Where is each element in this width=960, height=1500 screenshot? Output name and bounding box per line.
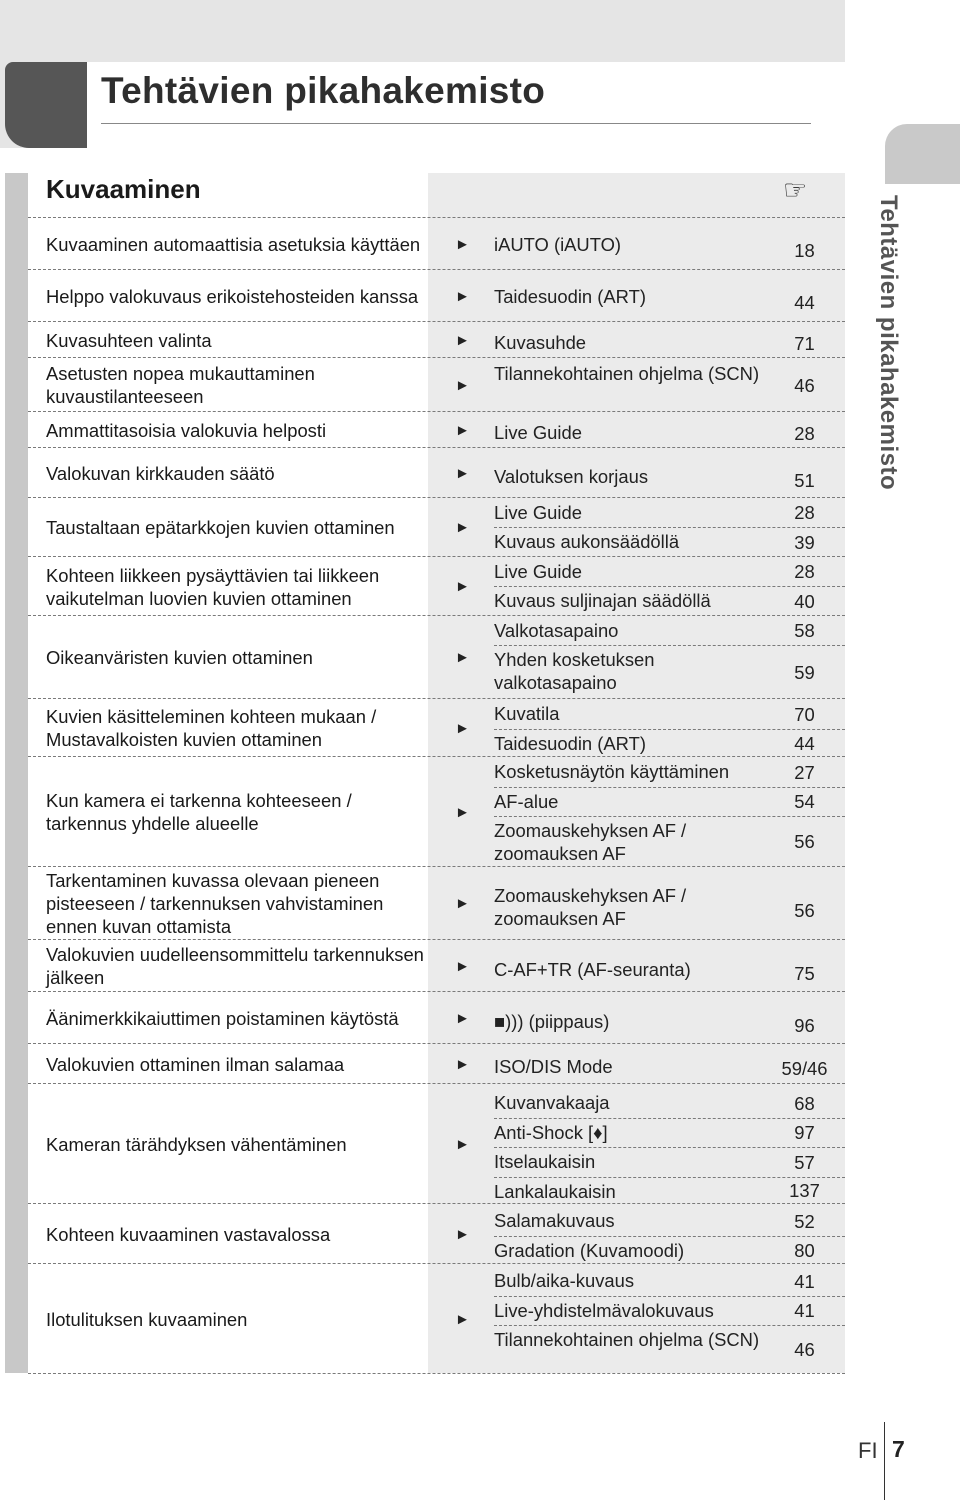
section-left-bar [5, 173, 28, 1373]
reference-entry: Live Guide [494, 422, 582, 443]
task-label: Oikeanväristen kuvien ottaminen [46, 647, 313, 668]
page-number: 18 [794, 239, 815, 261]
page-number: 56 [794, 831, 815, 852]
reference-entry: AF-alue [494, 791, 559, 812]
arrow-right-icon: ► [455, 578, 470, 595]
side-tab-label: Tehtävien pikahakemisto [875, 195, 902, 491]
page-number: 59 [794, 661, 815, 683]
page-number: 41 [794, 1300, 815, 1321]
footer-language: FI [858, 1438, 878, 1463]
task-label: Valokuvien ottaminen ilman salamaa [46, 1053, 345, 1075]
task-label: Ammattitasoisia valokuvia helposti [46, 419, 327, 441]
page-number: 41 [794, 1270, 815, 1292]
reference-entry: Live Guide [494, 502, 582, 523]
page-number: 46 [794, 375, 815, 396]
page-number: 40 [794, 590, 815, 612]
reference-entry: Tilannekohtainen ohjelma (SCN) [494, 363, 760, 384]
task-label: Kun kamera ei tarkenna kohteeseen / tarkennus yhdelle alueelle [46, 790, 352, 834]
task-index-table [28, 173, 845, 1373]
page-number: 54 [794, 791, 815, 812]
entry-divider [494, 1177, 845, 1178]
arrow-right-icon: ► [455, 519, 470, 536]
reference-entry: ISO/DIS Mode [494, 1056, 613, 1077]
task-label: Kuvasuhteen valinta [46, 329, 212, 351]
footer-page-number: 7 [892, 1436, 905, 1462]
arrow-right-icon: ► [455, 376, 470, 394]
page-number: 56 [794, 900, 815, 921]
page-number: 97 [794, 1122, 815, 1143]
header-title-area [87, 62, 845, 148]
task-label: Kameran tärähdyksen vähentäminen [46, 1133, 347, 1155]
entry-divider [494, 586, 845, 587]
arrow-right-icon: ► [455, 1135, 470, 1153]
task-label: Taustaltaan epätarkkojen kuvien ottaminen [46, 517, 395, 538]
section-title: Kuvaaminen [46, 174, 201, 204]
task-label: Kuvaaminen automaattisia asetuksia käyttäen [46, 233, 421, 255]
reference-entry: iAUTO (iAUTO) [494, 234, 622, 255]
reference-entry: Kuvanvakaaja [494, 1092, 610, 1113]
footer-divider [884, 1422, 885, 1500]
reference-entry: Zoomauskehyksen AF / zoomauksen AF [494, 820, 687, 864]
arrow-right-icon: ► [455, 957, 470, 975]
page-number: 28 [794, 502, 815, 523]
entry-divider [494, 527, 845, 528]
table-row [28, 991, 845, 1044]
entry-divider [494, 1325, 845, 1326]
reference-entry: Taidesuodin (ART) [494, 733, 646, 754]
entry-divider [494, 1118, 845, 1119]
reference-entry: Valotuksen korjaus [494, 466, 649, 487]
page-number: 28 [794, 561, 815, 582]
task-label: Äänimerkkikaiuttimen poistaminen käytöstä [46, 1007, 399, 1029]
table-row [28, 866, 845, 940]
task-label: Tarkentaminen kuvassa olevaan pieneen pisteeseen / tarkennuksen vahvistaminen ennen kuvan ottamista [46, 870, 384, 937]
entry-divider [494, 1236, 845, 1237]
reference-entry: Gradation (Kuvamoodi) [494, 1240, 685, 1261]
entry-divider [494, 787, 845, 788]
table-row [28, 321, 845, 358]
table-row [28, 357, 845, 412]
reference-entry: Kuvaus aukonsäädöllä [494, 531, 680, 552]
reference-entry: Tilannekohtainen ohjelma (SCN) [494, 1329, 760, 1350]
reference-entry: Itselaukaisin [494, 1151, 596, 1172]
reference-entry: C-AF+TR (AF-seuranta) [494, 959, 691, 980]
reference-entry: Valkotasapaino [494, 620, 619, 641]
reference-entry: Kuvaus suljinajan säädöllä [494, 590, 711, 611]
reference-entry: Kuvatila [494, 703, 560, 724]
page-number: 75 [794, 963, 815, 984]
task-label: Valokuvien uudelleensommittelu tarkennuksen jälkeen [46, 944, 424, 988]
arrow-right-icon: ► [455, 1310, 470, 1328]
page-number: 70 [794, 703, 815, 725]
entry-divider [494, 1296, 845, 1297]
page-number: 71 [794, 332, 815, 354]
page-number: 57 [794, 1151, 815, 1173]
page-number: 96 [794, 1015, 815, 1036]
page-number: 68 [794, 1092, 815, 1114]
arrow-right-icon: ► [455, 649, 470, 666]
reference-entry: Kosketusnäytön käyttäminen [494, 761, 730, 782]
table-row [28, 556, 845, 616]
task-label: Kuvien käsitteleminen kohteen mukaan / Mustavalkoisten kuvien ottaminen [46, 706, 377, 750]
entry-divider [494, 645, 845, 646]
page-number: 28 [794, 422, 815, 444]
page-number: 51 [794, 469, 815, 491]
task-label: Valokuvan kirkkauden säätö [46, 462, 275, 484]
reference-entry: Kuvasuhde [494, 332, 587, 353]
arrow-right-icon: ► [455, 1009, 470, 1027]
page-number: 58 [794, 620, 815, 641]
reference-entry: Zoomauskehyksen AF / zoomauksen AF [494, 885, 687, 929]
table-row [28, 1043, 845, 1084]
reference-entry: ■))) (piippaus) [494, 1011, 610, 1032]
table-row [28, 1203, 845, 1264]
arrow-right-icon: ► [455, 421, 470, 439]
table-row [28, 269, 845, 322]
reference-entry: Taidesuodin (ART) [494, 286, 646, 307]
page-number: 27 [794, 761, 815, 783]
arrow-right-icon: ► [455, 1055, 470, 1073]
table-row [28, 217, 845, 270]
entry-divider [494, 729, 845, 730]
page-number: 59/46 [781, 1057, 828, 1079]
task-label: Asetusten nopea mukauttaminen kuvaustilanteeseen [46, 363, 315, 407]
page-number: 44 [794, 291, 815, 313]
task-label: Ilotulituksen kuvaaminen [46, 1308, 248, 1330]
reference-entry: Bulb/aika-kuvaus [494, 1270, 635, 1291]
table-row [28, 939, 845, 992]
reference-entry: Live Guide [494, 561, 582, 582]
title-rule [101, 123, 811, 124]
reference-entry: Lankalaukaisin [494, 1181, 616, 1202]
entry-divider [494, 1147, 845, 1148]
page-number: 137 [789, 1180, 820, 1201]
page-reference-icon: ☞ [783, 175, 808, 205]
table-row [28, 1083, 845, 1204]
table-row [28, 698, 845, 757]
table-row [28, 756, 845, 867]
entry-divider [494, 816, 845, 817]
arrow-right-icon: ► [455, 287, 470, 305]
side-tab [885, 124, 960, 184]
arrow-right-icon: ► [455, 1225, 470, 1243]
arrow-right-icon: ► [455, 235, 470, 253]
reference-entry: Live-yhdistelmävalokuvaus [494, 1300, 714, 1321]
task-label: Helppo valokuvaus erikoistehosteiden kanssa [46, 285, 419, 307]
reference-entry: Yhden kosketuksen valkotasapaino [494, 649, 655, 693]
task-label: Kohteen liikkeen pysäyttävien tai liikkeen vaikutelman luovien kuvien ottaminen [46, 564, 380, 609]
table-row [28, 411, 845, 448]
arrow-right-icon: ► [455, 895, 470, 912]
reference-entry: Anti-Shock [♦] [494, 1122, 608, 1143]
page-number: 44 [794, 732, 815, 754]
table-row [28, 497, 845, 557]
arrow-right-icon: ► [455, 803, 470, 821]
page-number: 52 [794, 1210, 815, 1232]
arrow-right-icon: ► [455, 719, 470, 737]
arrow-right-icon: ► [455, 464, 470, 482]
arrow-right-icon: ► [455, 331, 470, 349]
table-row [28, 1263, 845, 1374]
header-tab [5, 62, 87, 148]
page-number: 46 [794, 1339, 815, 1360]
reference-entry: Salamakuvaus [494, 1210, 615, 1231]
page-number: 80 [794, 1239, 815, 1261]
task-label: Kohteen kuvaaminen vastavalossa [46, 1223, 331, 1245]
page-number: 39 [794, 531, 815, 553]
table-end-rule [28, 1373, 845, 1374]
table-row [28, 447, 845, 498]
table-row [28, 615, 845, 699]
page-title: Tehtävien pikahakemisto [101, 70, 546, 111]
